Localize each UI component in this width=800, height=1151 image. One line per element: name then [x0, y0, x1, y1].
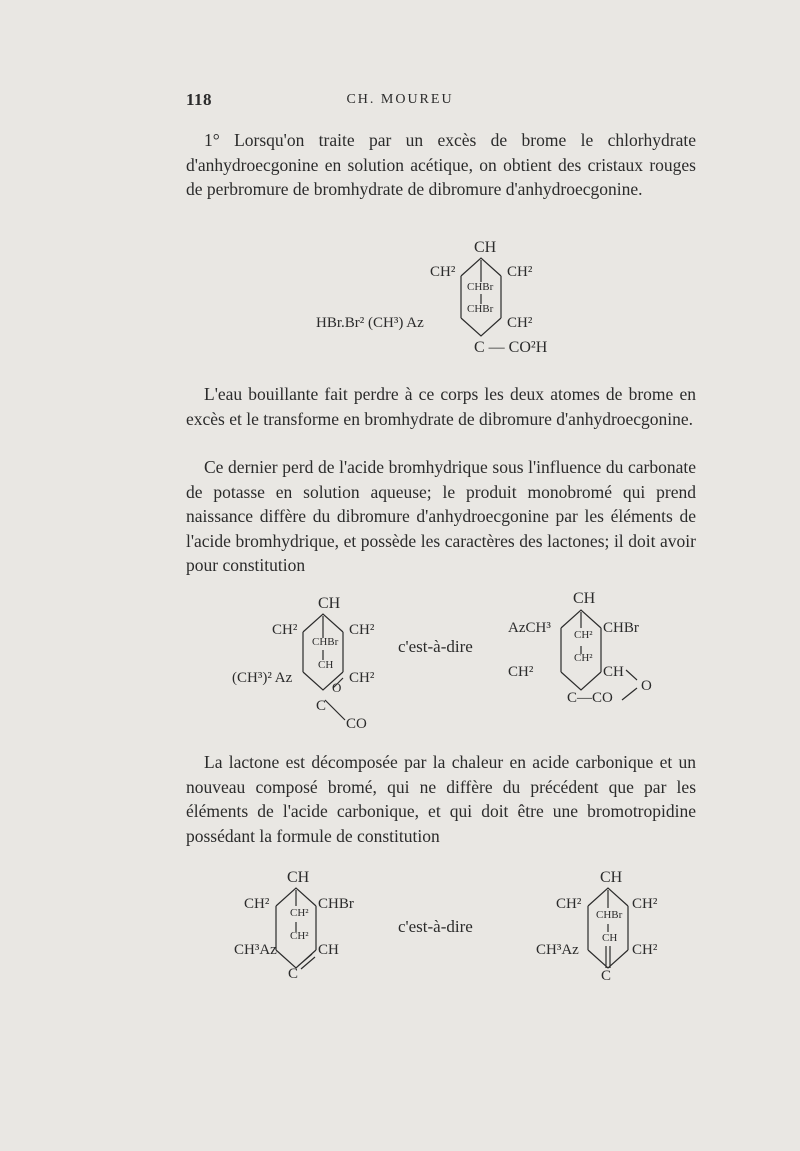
f4-right-bottom: CH	[318, 942, 339, 958]
f5-inner-bottom: CH	[602, 932, 618, 944]
f4-left-top: CH²	[244, 896, 270, 912]
f5-left-top: CH²	[556, 896, 582, 912]
f2-inner-bottom: CH	[318, 659, 334, 671]
f4-right-top: CHBr	[318, 896, 354, 912]
caption-cest-a-dire-1: c'est-à-dire	[398, 637, 473, 656]
f4-inner-bottom: CH²	[290, 930, 309, 942]
f2-o: O	[332, 680, 342, 695]
running-head: CH. MOUREU	[346, 92, 454, 107]
f1-inner-bottom: CHBr	[467, 303, 494, 315]
f1-right-top: CH²	[507, 264, 533, 280]
f1-left-bottom: HBr.Br² (CH³) Az	[316, 315, 424, 331]
f2-right-top: CH²	[349, 622, 375, 638]
f3-right-bottom: CH	[603, 664, 624, 680]
f2-bottom: C	[316, 698, 327, 714]
f2-left-bottom: (CH³)² Az	[232, 670, 293, 686]
f4-left-bottom: CH³Az	[234, 942, 277, 958]
f1-inner-top: CHBr	[467, 281, 494, 293]
f4-top: CH	[287, 869, 310, 886]
f3-o: O	[641, 678, 652, 694]
f5-right-top: CH²	[632, 896, 658, 912]
f2-co: CO	[346, 716, 367, 732]
f3-top: CH	[573, 590, 596, 607]
f1-right-bottom: CH²	[507, 315, 533, 331]
paragraph-1: 1° Lorsqu'on traite par un excès de brome le chlorhydrate d'anhydroecgonine en solution acétique, on obtient des cristaux rouges de perbromure de bromhydrate de dibromure d'anhydroecgonine.	[186, 130, 696, 199]
f3-bottom: C—CO	[567, 690, 613, 706]
f5-left-bottom: CH³Az	[536, 942, 579, 958]
f2-top: CH	[318, 595, 341, 612]
f2-inner-top: CHBr	[312, 636, 339, 648]
f3-right-top: CHBr	[603, 620, 639, 636]
f3-left-bottom: CH²	[508, 664, 534, 680]
paragraph-3: Ce dernier perd de l'acide bromhydrique sous l'influence du carbonate de potasse en solution aqueuse; le produit monobromé qui prend naissance diffère du dibromure d'anhydroecgonine par les éléments de l'acide bromhydrique, et possède les caractères des lactones; il doit avoir pour constitution	[186, 457, 696, 575]
f5-top: CH	[600, 869, 623, 886]
f1-top: CH	[474, 239, 497, 256]
f1-bottom: C — CO²H	[474, 339, 548, 356]
paragraph-2: L'eau bouillante fait perdre à ce corps les deux atomes de brome en excès et le transforme en bromhydrate de dibromure d'anhydroecgonine.	[186, 384, 696, 429]
f3-inner-bottom: CH²	[574, 652, 593, 664]
f4-inner-top: CH²	[290, 907, 309, 919]
caption-cest-a-dire-2: c'est-à-dire	[398, 917, 473, 936]
paragraph-4: La lactone est décomposée par la chaleur en acide carbonique et un nouveau composé bromé, qui ne diffère du précédent que par les éléments de l'acide carbonique, et qui doit être une bromotropidine possédant la formule de constitution	[186, 752, 696, 846]
f5-inner-top: CHBr	[596, 909, 623, 921]
f2-right-bottom: CH²	[349, 670, 375, 686]
f1-left-top: CH²	[430, 264, 456, 280]
f5-bottom: C	[601, 968, 612, 984]
f3-left-top: AzCH³	[508, 620, 551, 636]
f5-right-bottom: CH²	[632, 942, 658, 958]
f2-left-top: CH²	[272, 622, 298, 638]
f4-bottom: C	[288, 966, 299, 982]
f5-ring-bonds	[588, 888, 628, 968]
page-number: 118	[186, 90, 213, 109]
f3-inner-top: CH²	[574, 629, 593, 641]
